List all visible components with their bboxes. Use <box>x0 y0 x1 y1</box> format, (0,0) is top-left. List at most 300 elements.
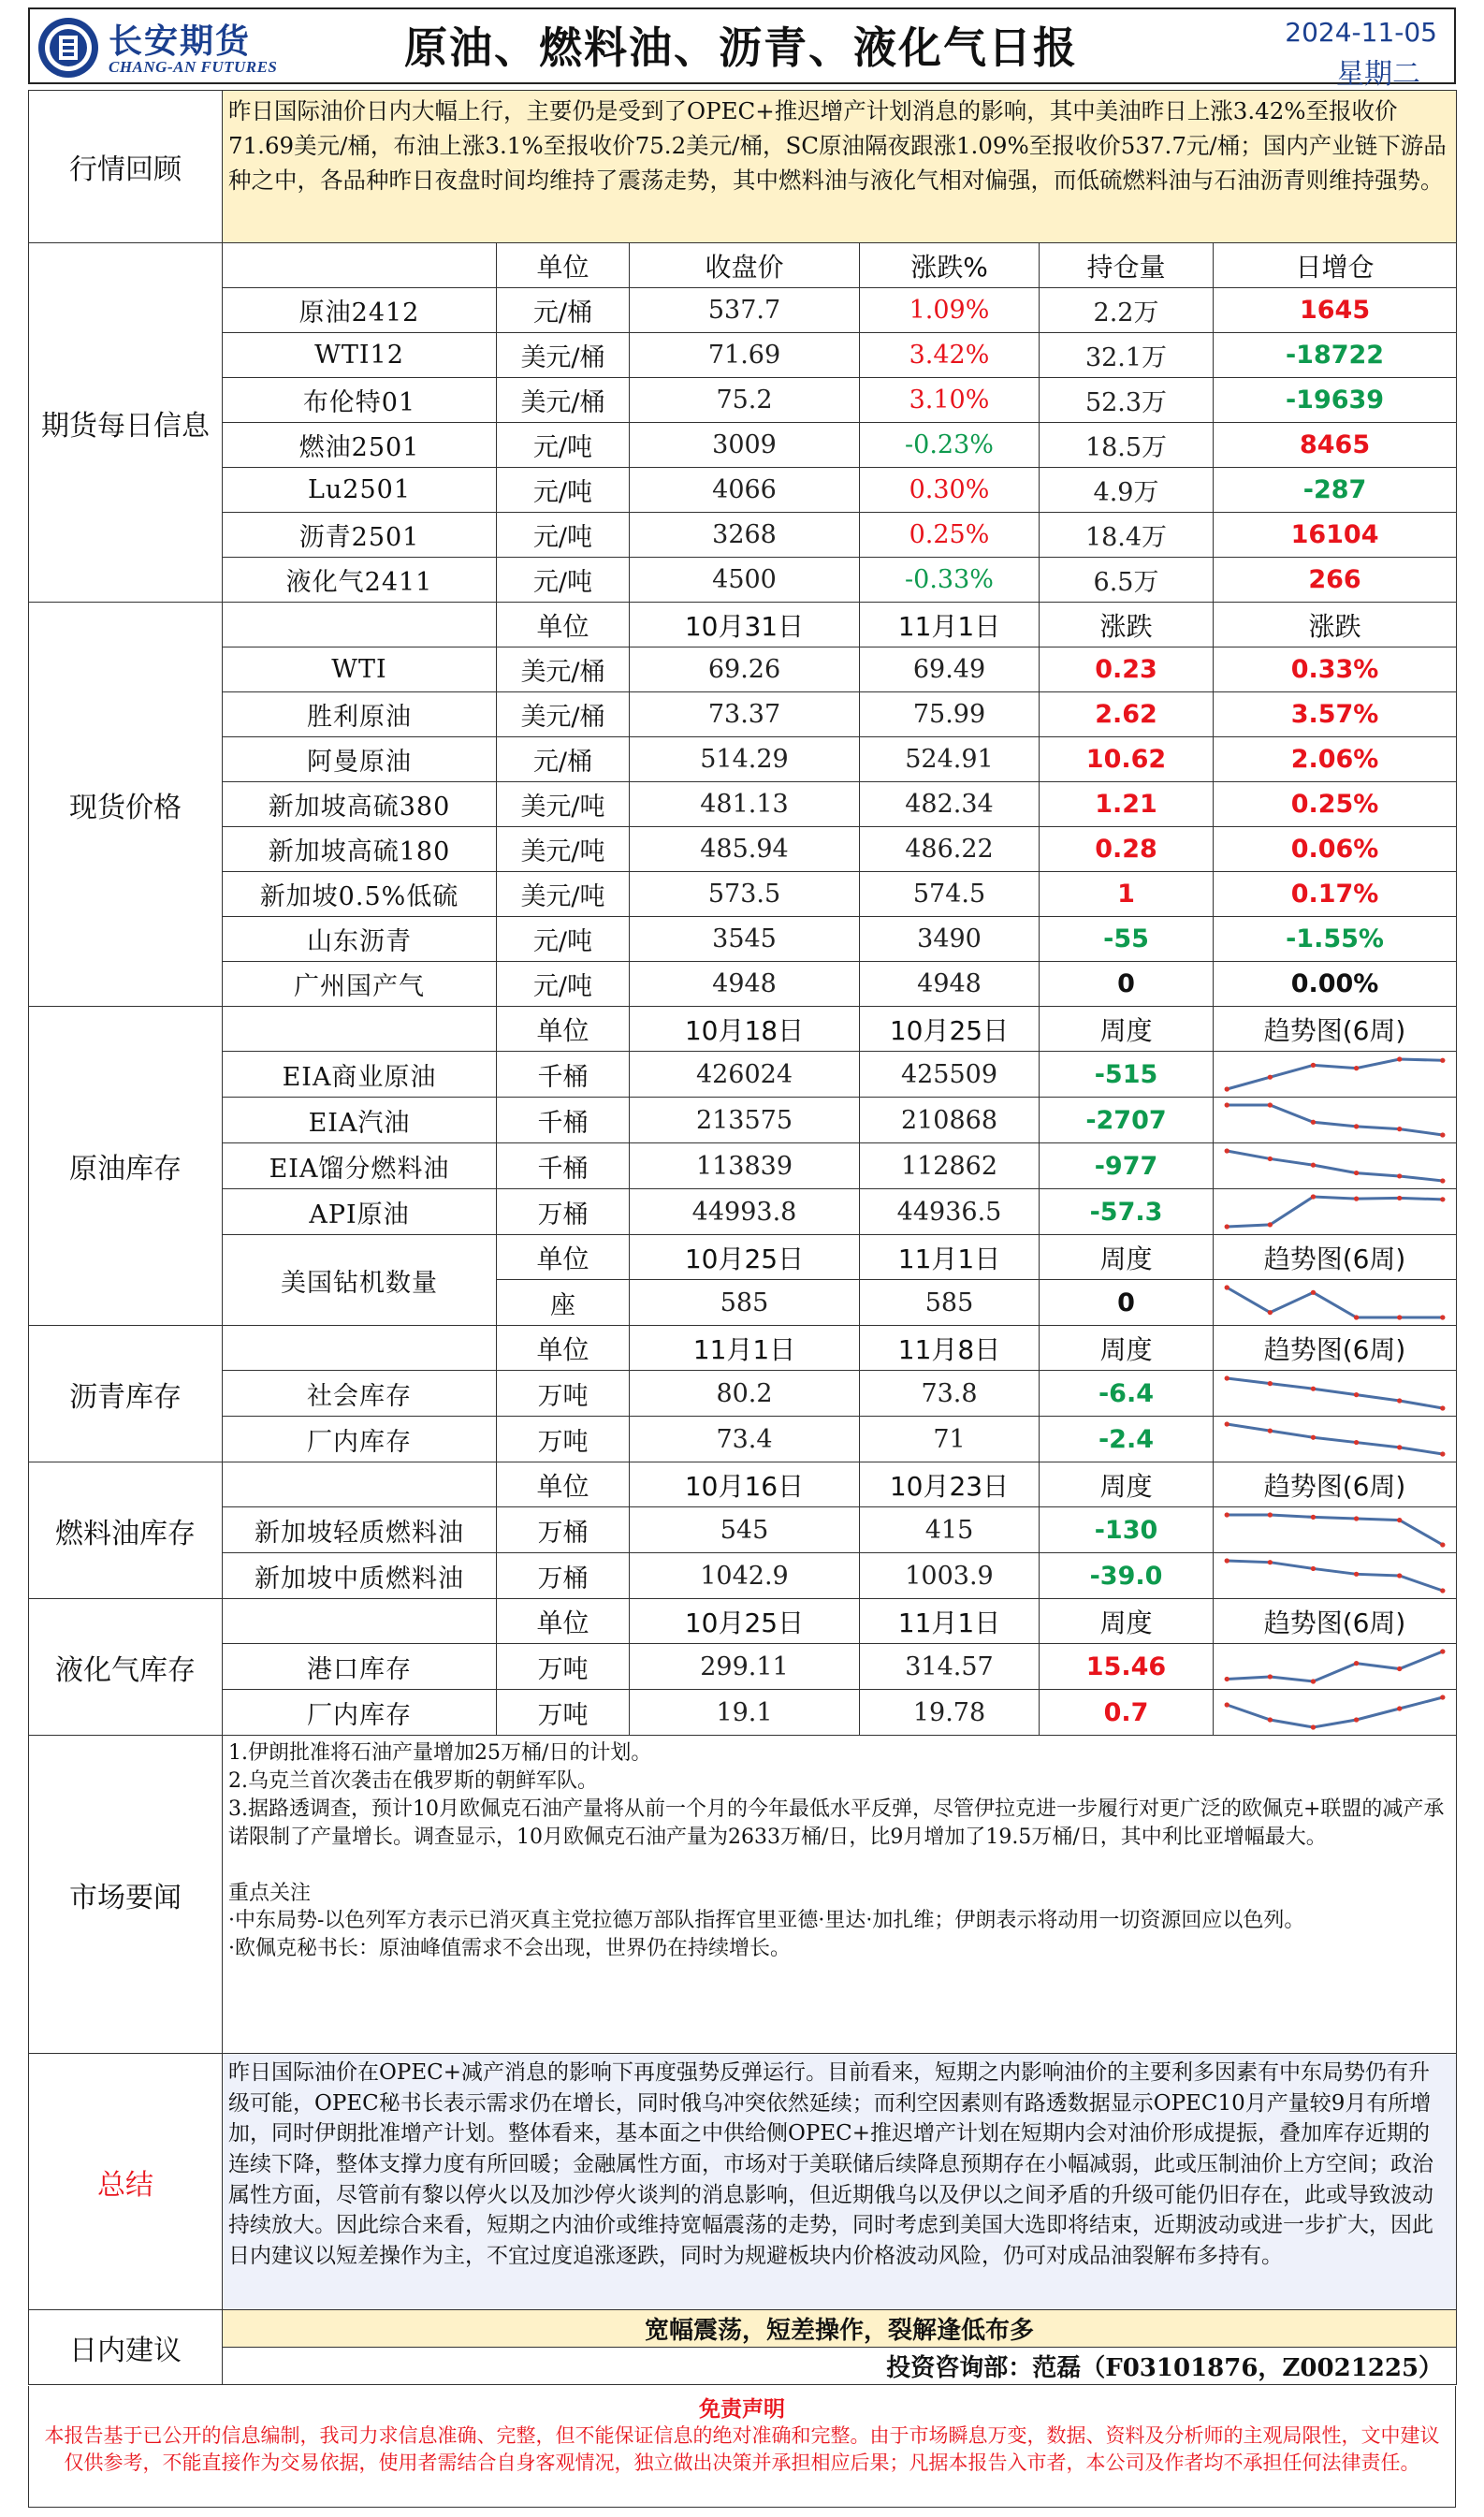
column-header: 11月1日 <box>860 1599 1040 1644</box>
crude-inv-header-row <box>29 1007 1457 1052</box>
inventory-prev: 113839 <box>630 1143 860 1189</box>
column-header: 11月1日 <box>630 1326 860 1371</box>
futures-row <box>29 468 1457 513</box>
inventory-prev: 19.1 <box>630 1690 860 1736</box>
daily-oi-change: 266 <box>1214 558 1457 603</box>
trend-sparkline <box>1219 1099 1450 1141</box>
trend-point <box>1225 1421 1229 1426</box>
section-label: 市场要闻 <box>29 1736 223 2054</box>
trend-chart <box>1214 1143 1457 1189</box>
company-name-cn: 长安期货 <box>109 22 252 61</box>
trend-point <box>1397 1706 1402 1710</box>
section-label: 燃料油库存 <box>29 1462 223 1599</box>
trend-line <box>1227 1197 1443 1227</box>
asphalt-inv-header-row <box>29 1326 1457 1371</box>
unit: 万吨 <box>497 1690 630 1736</box>
inventory-prev: 80.2 <box>630 1371 860 1417</box>
trend-line <box>1227 1561 1443 1591</box>
trend-sparkline <box>1219 1646 1450 1687</box>
inventory-name: API原油 <box>223 1189 497 1235</box>
advice-text: 宽幅震荡，短差操作，裂解逢低布多 <box>223 2310 1457 2348</box>
column-header: 单位 <box>497 603 630 647</box>
futures-row <box>29 378 1457 423</box>
futures-row <box>29 288 1457 333</box>
trend-point <box>1354 1516 1359 1520</box>
trend-chart <box>1214 1189 1457 1235</box>
trend-chart <box>1214 1690 1457 1736</box>
unit: 千桶 <box>497 1143 630 1189</box>
unit: 万桶 <box>497 1553 630 1599</box>
weekly-change: -39.0 <box>1040 1553 1214 1599</box>
daily-oi-change: -18722 <box>1214 333 1457 378</box>
column-header: 单位 <box>497 1007 630 1052</box>
section-label: 行情回顾 <box>29 91 223 243</box>
unit: 元/吨 <box>497 423 630 468</box>
trend-point <box>1397 1127 1402 1131</box>
column-header: 周度 <box>1040 1599 1214 1644</box>
price-day1: 485.94 <box>630 827 860 872</box>
trend-point <box>1225 1148 1229 1153</box>
open-interest: 18.5万 <box>1040 423 1214 468</box>
close-price: 537.7 <box>630 288 860 333</box>
trend-point <box>1440 1405 1445 1410</box>
price-change-pct: 0.33% <box>1214 647 1457 692</box>
inventory-prev: 545 <box>630 1507 860 1553</box>
trend-point <box>1311 1290 1316 1295</box>
column-header: 单位 <box>497 1599 630 1644</box>
price-change: 10.62 <box>1040 737 1214 782</box>
unit: 万桶 <box>497 1507 630 1553</box>
price-change-pct: 0.25% <box>1214 782 1457 827</box>
column-header: 单位 <box>497 1326 630 1371</box>
inventory-row <box>29 1052 1457 1098</box>
trend-point <box>1268 1429 1273 1433</box>
trend-point <box>1354 1171 1359 1175</box>
price-change: 0.23 <box>1040 647 1214 692</box>
contact-row <box>29 2348 1457 2385</box>
spot-name: 胜利原油 <box>223 692 497 737</box>
inventory-row <box>29 1644 1457 1690</box>
price-change-pct: 0.06% <box>1214 827 1457 872</box>
unit: 美元/桶 <box>497 647 630 692</box>
trend-point <box>1440 1451 1445 1456</box>
unit: 元/桶 <box>497 737 630 782</box>
inventory-latest: 112862 <box>860 1143 1040 1189</box>
weekly-change: -2.4 <box>1040 1417 1214 1462</box>
advice-row <box>29 2310 1457 2348</box>
trend-point <box>1397 1445 1402 1449</box>
trend-point <box>1354 1717 1359 1722</box>
price-day2: 524.91 <box>860 737 1040 782</box>
trend-point <box>1268 1674 1273 1679</box>
inventory-row <box>29 1553 1457 1599</box>
review-text: 昨日国际油价日内大幅上行，主要仍是受到了OPEC+推迟增产计划消息的影响，其中美油昨日上涨3.42%至报收价71.69美元/桶，布油上涨3.1%至报收价75.2美元/桶，SC原油隔夜跟涨1.09%至报收价537.7元/桶；国内产业链下游品种之中，各品种昨日夜盘时间均维持了震荡走势，其中燃料油与液化气相对偏强，而低硫燃料油与石油沥青则维持强势。 <box>223 91 1457 243</box>
price-day2: 69.49 <box>860 647 1040 692</box>
inventory-latest: 1003.9 <box>860 1553 1040 1599</box>
column-header: 10月25日 <box>630 1235 860 1280</box>
contract-name: WTI12 <box>223 333 497 378</box>
column-header: 11月1日 <box>860 1235 1040 1280</box>
spot-name: 新加坡0.5%低硫 <box>223 872 497 917</box>
inventory-name: 港口库存 <box>223 1644 497 1690</box>
trend-line <box>1227 1651 1443 1681</box>
trend-sparkline <box>1219 1692 1450 1733</box>
weekly-change: -515 <box>1040 1052 1214 1098</box>
unit: 万桶 <box>497 1189 630 1235</box>
disclaimer <box>28 2386 1456 2508</box>
change-pct: 1.09% <box>860 288 1040 333</box>
close-price: 71.69 <box>630 333 860 378</box>
trend-point <box>1354 1440 1359 1445</box>
column-header: 趋势图(6周) <box>1214 1007 1457 1052</box>
daily-oi-change: -19639 <box>1214 378 1457 423</box>
unit: 千桶 <box>497 1052 630 1098</box>
trend-line <box>1227 1151 1443 1181</box>
column-header: 持仓量 <box>1040 243 1214 288</box>
price-change: 0 <box>1040 962 1214 1007</box>
report-header <box>28 7 1456 91</box>
spot-row <box>29 917 1457 962</box>
trend-sparkline <box>1219 1373 1450 1414</box>
open-interest: 32.1万 <box>1040 333 1214 378</box>
unit: 元/吨 <box>497 468 630 513</box>
trend-point <box>1440 1542 1445 1547</box>
rig-count-label: 美国钻机数量 <box>223 1235 497 1326</box>
trend-point <box>1268 1157 1273 1161</box>
weekly-change: -57.3 <box>1040 1189 1214 1235</box>
price-change-pct: 0.17% <box>1214 872 1457 917</box>
column-header: 涨跌 <box>1214 603 1457 647</box>
trend-point <box>1225 1375 1229 1380</box>
column-header: 趋势图(6周) <box>1214 1235 1457 1280</box>
close-price: 3268 <box>630 513 860 558</box>
inventory-latest: 44936.5 <box>860 1189 1040 1235</box>
trend-line <box>1227 1697 1443 1727</box>
trend-point <box>1311 1387 1316 1391</box>
trend-point <box>1354 1572 1359 1577</box>
review-row <box>29 91 1457 243</box>
price-change-pct: 0.00% <box>1214 962 1457 1007</box>
column-header: 10月31日 <box>630 603 860 647</box>
header-blank <box>223 1326 497 1371</box>
inventory-prev: 44993.8 <box>630 1189 860 1235</box>
section-label: 总结 <box>29 2054 223 2310</box>
rig-latest: 585 <box>860 1280 1040 1326</box>
trend-chart <box>1214 1553 1457 1599</box>
news-row <box>29 1736 1457 2054</box>
futures-row <box>29 333 1457 378</box>
news-spacer <box>228 1852 1450 1880</box>
weekly-change: 15.46 <box>1040 1644 1214 1690</box>
header-blank <box>223 1007 497 1052</box>
inventory-latest: 415 <box>860 1507 1040 1553</box>
unit: 元/吨 <box>497 962 630 1007</box>
trend-point <box>1311 1163 1316 1168</box>
price-change: 0.28 <box>1040 827 1214 872</box>
column-header: 涨跌 <box>1040 603 1214 647</box>
spot-row <box>29 962 1457 1007</box>
news-content <box>223 1736 1457 2054</box>
column-header: 11月1日 <box>860 603 1040 647</box>
trend-point <box>1354 1661 1359 1666</box>
contract-name: 原油2412 <box>223 288 497 333</box>
trend-point <box>1440 1132 1445 1137</box>
inventory-latest: 19.78 <box>860 1690 1040 1736</box>
daily-oi-change: 1645 <box>1214 288 1457 333</box>
daily-oi-change: -287 <box>1214 468 1457 513</box>
inventory-latest: 73.8 <box>860 1371 1040 1417</box>
close-price: 4066 <box>630 468 860 513</box>
trend-sparkline <box>1219 1145 1450 1186</box>
inventory-row <box>29 1371 1457 1417</box>
trend-point <box>1268 1222 1273 1227</box>
trend-point <box>1225 1086 1229 1091</box>
spot-header-row <box>29 603 1457 647</box>
trend-point <box>1354 1197 1359 1201</box>
price-day1: 69.26 <box>630 647 860 692</box>
trend-sparkline <box>1219 1509 1450 1550</box>
price-day1: 514.29 <box>630 737 860 782</box>
inventory-prev: 1042.9 <box>630 1553 860 1599</box>
price-day2: 574.5 <box>860 872 1040 917</box>
trend-point <box>1311 1679 1316 1683</box>
trend-point <box>1225 1677 1229 1681</box>
section-label: 日内建议 <box>29 2310 223 2385</box>
inventory-name: EIA馏分燃料油 <box>223 1143 497 1189</box>
weekly-change: -2707 <box>1040 1098 1214 1143</box>
trend-point <box>1440 1058 1445 1063</box>
trend-line <box>1227 1515 1443 1545</box>
trend-point <box>1397 1056 1402 1061</box>
inventory-name: EIA汽油 <box>223 1098 497 1143</box>
inventory-name: 厂内库存 <box>223 1690 497 1736</box>
futures-row <box>29 558 1457 603</box>
spot-name: 广州国产气 <box>223 962 497 1007</box>
spot-row <box>29 692 1457 737</box>
trend-line <box>1227 1424 1443 1454</box>
summary-text: 昨日国际油价在OPEC+减产消息的影响下再度强势反弹运行。目前看来，短期之内影响油价的主要利多因素有中东局势仍有升级可能，OPEC秘书长表示需求仍在增长，同时俄乌冲突依然延续；而利空因素则有路透数据显示OPEC10月产量较9月有所增加，同时伊朗批准增产计划。整体看来，基本面之中供给侧OPEC+推迟增产计划在短期内会对油价形成提振，叠加库存近期的连续下降，整体支撑力度有所回暖；金融属性方面，市场对于美联储后续降息预期存在小幅减弱，此或压制油价上方空间；政治属性方面，尽管前有黎以停火以及加沙停火谈判的消息影响，但近期俄乌以及伊以之间矛盾的升级可能仍旧存在，此或导致波动持续放大。因此综合来看，短期之内油价或维持宽幅震荡的走势，同时考虑到美国大选即将结束，近期波动或进一步扩大，因此日内建议以短差操作为主，不宜过度追涨逐跌，同时为规避板块内价格波动风险，仍可对成品油裂解布多持有。 <box>223 2054 1457 2310</box>
price-day1: 573.5 <box>630 872 860 917</box>
trend-point <box>1311 1063 1316 1068</box>
trend-point <box>1311 1120 1316 1125</box>
change-pct: -0.33% <box>860 558 1040 603</box>
focus-item: ·欧佩克秘书长：原油峰值需求不会出现，世界仍在持续增长。 <box>228 1937 791 1961</box>
trend-point <box>1268 1560 1273 1564</box>
column-header: 日增仓 <box>1214 243 1457 288</box>
trend-point <box>1397 1173 1402 1178</box>
inventory-name: 新加坡轻质燃料油 <box>223 1507 497 1553</box>
trend-point <box>1225 1102 1229 1107</box>
trend-chart <box>1214 1098 1457 1143</box>
trend-chart <box>1214 1052 1457 1098</box>
change-pct: 0.30% <box>860 468 1040 513</box>
trend-line <box>1227 1105 1443 1135</box>
column-header: 单位 <box>497 1235 630 1280</box>
spot-name: 阿曼原油 <box>223 737 497 782</box>
change-pct: -0.23% <box>860 423 1040 468</box>
open-interest: 52.3万 <box>1040 378 1214 423</box>
weekly-change: -130 <box>1040 1507 1214 1553</box>
inventory-name: 社会库存 <box>223 1371 497 1417</box>
price-change: 2.62 <box>1040 692 1214 737</box>
company-name-en: CHANG-AN FUTURES <box>109 58 278 76</box>
trend-point <box>1225 1512 1229 1517</box>
column-header: 周度 <box>1040 1326 1214 1371</box>
trend-point <box>1397 1573 1402 1578</box>
column-header: 单位 <box>497 243 630 288</box>
close-price: 75.2 <box>630 378 860 423</box>
column-header: 趋势图(6周) <box>1214 1462 1457 1507</box>
news-item: 1.伊朗批准将石油产量增加25万桶/日的计划。 <box>228 1741 652 1765</box>
unit: 元/吨 <box>497 558 630 603</box>
unit: 元/吨 <box>497 917 630 962</box>
inventory-name: EIA商业原油 <box>223 1052 497 1098</box>
daily-oi-change: 8465 <box>1214 423 1457 468</box>
report-title: 原油、燃料油、沥青、液化气日报 <box>404 22 1078 73</box>
inventory-row <box>29 1143 1457 1189</box>
trend-point <box>1311 1566 1316 1571</box>
trend-point <box>1225 1285 1229 1289</box>
inventory-prev: 213575 <box>630 1098 860 1143</box>
unit: 座 <box>497 1280 630 1326</box>
price-change: -55 <box>1040 917 1214 962</box>
column-header: 趋势图(6周) <box>1214 1599 1457 1644</box>
inventory-row <box>29 1189 1457 1235</box>
open-interest: 4.9万 <box>1040 468 1214 513</box>
inventory-row <box>29 1507 1457 1553</box>
rig-prev: 585 <box>630 1280 860 1326</box>
report-date: 2024-11-05 <box>1285 17 1437 48</box>
trend-point <box>1225 1224 1229 1229</box>
change-pct: 0.25% <box>860 513 1040 558</box>
rig-weekly-change: 0 <box>1040 1280 1214 1326</box>
contract-name: 布伦特01 <box>223 378 497 423</box>
trend-chart <box>1214 1644 1457 1690</box>
trend-point <box>1440 1695 1445 1699</box>
price-day2: 482.34 <box>860 782 1040 827</box>
column-header: 趋势图(6周) <box>1214 1326 1457 1371</box>
price-day1: 481.13 <box>630 782 860 827</box>
weekly-change: -977 <box>1040 1143 1214 1189</box>
unit: 美元/吨 <box>497 827 630 872</box>
unit: 万吨 <box>497 1417 630 1462</box>
spot-row <box>29 827 1457 872</box>
section-label: 液化气库存 <box>29 1599 223 1736</box>
open-interest: 6.5万 <box>1040 558 1214 603</box>
price-change-pct: -1.55% <box>1214 917 1457 962</box>
news-item: 3.据路透调查，预计10月欧佩克石油产量将从前一个月的今年最低水平反弹，尽管伊拉克进一步履行对更广泛的欧佩克+联盟的减产承诺限制了产量增长。调查显示，10月欧佩克石油产量为2633万桶/日，比9月增加了19.5万桶/日，其中利比亚增幅最大。 <box>228 1797 1445 1849</box>
trend-chart <box>1214 1417 1457 1462</box>
unit: 美元/吨 <box>497 782 630 827</box>
column-header: 10月16日 <box>630 1462 860 1507</box>
trend-point <box>1397 1666 1402 1671</box>
trend-point <box>1225 1558 1229 1563</box>
spot-row <box>29 647 1457 692</box>
unit: 元/吨 <box>497 513 630 558</box>
inventory-latest: 425509 <box>860 1052 1040 1098</box>
unit: 元/桶 <box>497 288 630 333</box>
trend-point <box>1440 1315 1445 1319</box>
trend-sparkline <box>1219 1054 1450 1095</box>
price-change: 1 <box>1040 872 1214 917</box>
trend-point <box>1354 1066 1359 1070</box>
column-header: 10月25日 <box>860 1007 1040 1052</box>
section-label: 沥青库存 <box>29 1326 223 1462</box>
change-pct: 3.42% <box>860 333 1040 378</box>
futures-row <box>29 513 1457 558</box>
inventory-prev: 299.11 <box>630 1644 860 1690</box>
spot-name: 山东沥青 <box>223 917 497 962</box>
unit: 美元/桶 <box>497 333 630 378</box>
trend-point <box>1440 1197 1445 1201</box>
trend-point <box>1225 1702 1229 1707</box>
inventory-prev: 426024 <box>630 1052 860 1098</box>
trend-point <box>1268 1512 1273 1517</box>
column-header: 11月8日 <box>860 1326 1040 1371</box>
disclaimer-title: 免责声明 <box>699 2397 785 2422</box>
trend-point <box>1268 1381 1273 1386</box>
price-day2: 3490 <box>860 917 1040 962</box>
trend-sparkline <box>1219 1555 1450 1596</box>
column-header: 10月23日 <box>860 1462 1040 1507</box>
focus-title: 重点关注 <box>228 1881 312 1905</box>
open-interest: 18.4万 <box>1040 513 1214 558</box>
unit: 美元/桶 <box>497 378 630 423</box>
lpg-inv-header-row <box>29 1599 1457 1644</box>
unit: 千桶 <box>497 1098 630 1143</box>
trend-point <box>1311 1724 1316 1729</box>
column-header: 收盘价 <box>630 243 860 288</box>
inventory-prev: 73.4 <box>630 1417 860 1462</box>
spot-row <box>29 872 1457 917</box>
change-pct: 3.10% <box>860 378 1040 423</box>
open-interest: 2.2万 <box>1040 288 1214 333</box>
trend-line <box>1227 1378 1443 1408</box>
contract-name: 沥青2501 <box>223 513 497 558</box>
weekly-change: -6.4 <box>1040 1371 1214 1417</box>
trend-point <box>1397 1518 1402 1522</box>
trend-point <box>1397 1398 1402 1403</box>
trend-point <box>1397 1196 1402 1200</box>
inventory-latest: 71 <box>860 1417 1040 1462</box>
trend-sparkline <box>1219 1419 1450 1460</box>
trend-point <box>1354 1124 1359 1128</box>
trend-point <box>1354 1315 1359 1319</box>
inventory-latest: 314.57 <box>860 1644 1040 1690</box>
report-grid <box>28 90 1457 2385</box>
inventory-name: 新加坡中质燃料油 <box>223 1553 497 1599</box>
unit: 美元/桶 <box>497 692 630 737</box>
inventory-row <box>29 1098 1457 1143</box>
futures-header-row <box>29 243 1457 288</box>
column-header: 单位 <box>497 1462 630 1507</box>
column-header: 周度 <box>1040 1235 1214 1280</box>
column-header: 10月25日 <box>630 1599 860 1644</box>
trend-line <box>1227 1059 1443 1089</box>
price-change-pct: 3.57% <box>1214 692 1457 737</box>
focus-item: ·中东局势-以色列军方表示已消灭真主党拉德万部队指挥官里亚德·里达·加扎维；伊朗表示将动用一切资源回应以色列。 <box>228 1909 1305 1933</box>
column-header: 周度 <box>1040 1007 1214 1052</box>
report-weekday: 星期二 <box>1336 58 1420 91</box>
futures-row <box>29 423 1457 468</box>
trend-point <box>1311 1515 1316 1520</box>
header-blank <box>223 1462 497 1507</box>
price-day1: 4948 <box>630 962 860 1007</box>
trend-point <box>1268 1075 1273 1080</box>
trend-sparkline <box>1219 1191 1450 1232</box>
inventory-name: 厂内库存 <box>223 1417 497 1462</box>
unit: 美元/吨 <box>497 872 630 917</box>
